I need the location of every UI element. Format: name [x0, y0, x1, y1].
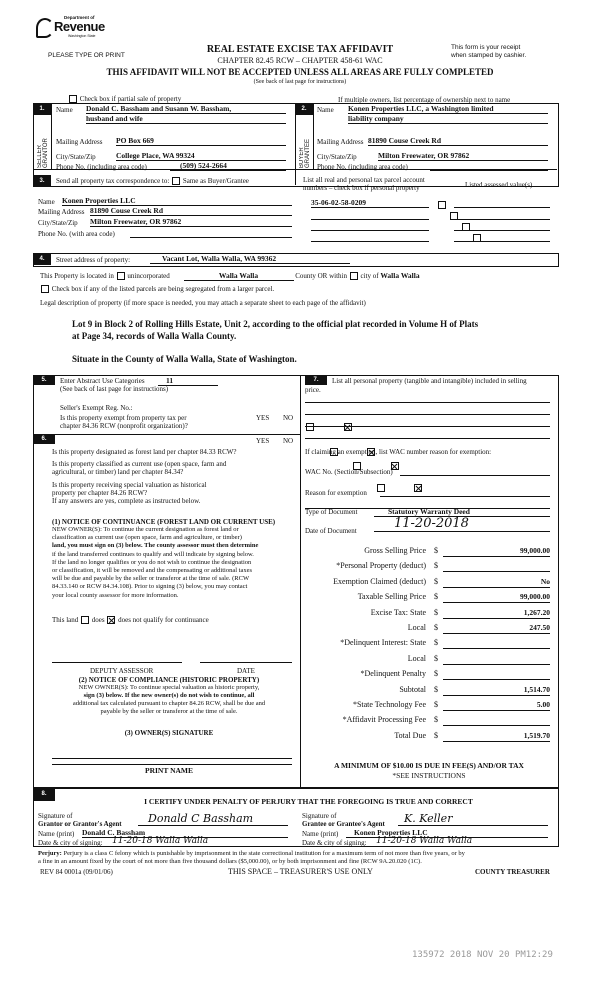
seller-mail-label: Mailing Address [56, 138, 103, 146]
calc-label: Local [407, 623, 426, 632]
grantor-sig-label-1: Signature of [38, 812, 73, 820]
buyer-phone-label: Phone No. (including area code) [317, 163, 408, 171]
county-treasurer-label: COUNTY TREASURER [475, 868, 550, 876]
logo-top: Department of [64, 15, 95, 20]
doc-type-value: Statutory Warranty Deed [374, 507, 550, 517]
section-5-number: 5. [33, 375, 55, 385]
seller-phone: (509) 524-2664 [170, 161, 286, 171]
assessed-1 [454, 198, 550, 208]
print-note: PLEASE TYPE OR PRINT [48, 52, 125, 59]
calc-label: *Affidavit Processing Fee [342, 715, 426, 725]
perjury-line-1 [38, 850, 560, 857]
exempt-reg-label: Seller's Exempt Reg. No.: [60, 404, 133, 412]
grantee-sig-label-2: Grantee or Grantee's Agent [302, 820, 385, 828]
seller-city: College Place, WA 99324 [116, 151, 286, 161]
doc-date-label: Date of Document [305, 527, 357, 535]
abstract-label: Enter Abstract Use Categories [60, 377, 145, 385]
reason-label: Reason for exemption [305, 489, 367, 497]
section-2-number: 2. [295, 103, 313, 115]
city-label: city of [360, 272, 379, 280]
does-not-label: does not qualify for continuance [118, 616, 209, 624]
city-checkbox[interactable] [350, 272, 358, 280]
calc-label: Gross Selling Price [364, 546, 426, 555]
calc-label: *Delinquent Penalty [360, 669, 426, 679]
seller-mail: PO Box 669 [116, 136, 286, 146]
grantor-name-label: Name (print) [38, 830, 75, 838]
calc-value: 5.00 [443, 700, 550, 711]
parcel-1: 35-06-02-58-0209 [311, 198, 429, 208]
historic-q-2: property per chapter 84.26 RCW? [52, 489, 148, 497]
calc-dollar: $ [434, 684, 438, 694]
treasurer-note: THIS SPACE – TREASURER'S USE ONLY [228, 867, 373, 876]
grantee-date-city: 11-20-18 Walla Walla [376, 836, 548, 847]
current-use-q-1: Is this property classified as current use (open space, farm and [52, 460, 227, 468]
historic-q-1: Is this property receiving special valuation as historical [52, 481, 207, 489]
calc-value: 99,000.00 [443, 592, 550, 603]
calc-dollar: $ [434, 592, 438, 602]
perjury-bold: Perjury: [38, 850, 62, 857]
buyer-city: Milton Freewater, OR 97862 [378, 151, 548, 161]
calc-dollar: $ [434, 607, 438, 617]
received-stamp: 135972 2018 NOV 20 PM12:29 [412, 950, 553, 960]
receipt-note-2: when stamped by cashier. [451, 52, 527, 59]
calc-value: 1,519.70 [443, 731, 550, 742]
calc-value [443, 669, 550, 680]
personal-property-label-1: List all personal property (tangible and intangible) included in selling [332, 377, 527, 385]
parcel-3 [311, 221, 429, 231]
segregated-label: Check box if any of the listed parcels are being segregated from a larger parcel. [51, 285, 275, 293]
s5-yes-label: YES [256, 414, 270, 422]
legal-description-1: Lot 9 in Block 2 of Rolling Hills Estate, Unit 2, according to the official plat recorded in Volume H of Plats [72, 319, 479, 329]
buyer-city-label: City/State/Zip [317, 153, 357, 161]
notice-1-line: if the land transferred continues to qualify and will indicate by signing below. [52, 550, 254, 558]
seller-city-label: City/State/Zip [56, 153, 96, 161]
calc-value: 1,514.70 [443, 685, 550, 696]
parcel-2 [311, 210, 429, 220]
calc-label: *Personal Property (deduct) [336, 561, 426, 571]
legal-description-3: Situate in the County of Walla Walla, State of Washington. [72, 354, 297, 364]
calc-value [443, 561, 550, 572]
street-address: Vacant Lot, Walla Walla, WA 99362 [150, 254, 350, 264]
notice-2-line: additional tax calculated pursuant to chapter 84.26 RCW, shall be due and [72, 700, 266, 707]
notice-2-line: payable by the seller or transferor at the time of sale. [100, 708, 238, 715]
notice-2-body [40, 684, 298, 716]
wac-no-label: WAC No. (Section/Subsection) [305, 468, 393, 476]
form-chapter: CHAPTER 82.45 RCW – CHAPTER 458-61 WAC [217, 56, 383, 65]
calc-value [443, 654, 550, 665]
calc-dollar: $ [434, 700, 438, 709]
wac-claim-label: If claiming an exemption, list WAC number reason for exemption: [305, 448, 492, 456]
logo-sub: Washington State [68, 34, 96, 38]
calc-dollar: $ [434, 653, 438, 663]
s3-phone [130, 230, 292, 238]
same-as-buyer-label: Same as Buyer/Grantee [182, 177, 249, 185]
s5-no-label: NO [283, 414, 294, 422]
calc-dollar: $ [434, 669, 438, 679]
calc-dollar: $ [434, 730, 438, 740]
s3-phone-label: Phone No. (with area code) [38, 230, 115, 238]
exempt-q2: chapter 84.36 RCW (nonprofit organization)? [60, 422, 188, 430]
notice-1-line: will be due and payable by the seller or transferor at the time of sale. (RCW [52, 575, 250, 583]
grantee-name: Konen Properties LLC [346, 828, 548, 838]
instructions-note: (See back of last page for instructions) [253, 79, 347, 85]
calc-label: Local [407, 653, 426, 663]
calc-value [443, 638, 550, 649]
historic-yes-checkbox[interactable] [377, 484, 385, 492]
correspondence-label [56, 177, 249, 185]
legal-label: Legal description of property (if more space is needed, you may attach a separate sheet to each page of the affidavit) [40, 299, 366, 307]
buyer-mail-label: Mailing Address [317, 138, 364, 146]
notice-1-line: classification as current use (open space, farm and agriculture, or timber) [52, 534, 242, 542]
parcel-label-1: List all real and personal tax parcel account [303, 176, 425, 184]
s3-city: Milton Freewater, OR 97862 [90, 217, 292, 227]
calc-dollar: $ [434, 623, 438, 632]
section-3-number: 3. [33, 175, 51, 187]
multi-owner-note: If multiple owners, list percentage of ownership next to name [338, 96, 511, 104]
s6-no-label: NO [283, 437, 294, 445]
receipt-note-1: This form is your receipt [451, 44, 521, 51]
minimum-note-2: *SEE INSTRUCTIONS [392, 771, 466, 780]
answers-note: If any answers are yes, complete as instructed below. [52, 497, 201, 505]
same-as-buyer-checkbox[interactable] [172, 177, 180, 185]
calc-value: 247.50 [443, 623, 550, 634]
seller-name-1: Donald C. Bassham and Susann W. Bassham, [86, 104, 286, 114]
calc-value: 1,267.20 [443, 608, 550, 619]
calc-dollar: $ [434, 561, 438, 571]
abstract-value: 11 [158, 376, 218, 386]
buyer-side-label: BUYER GRANTEE [299, 138, 311, 168]
historic-no-checkbox[interactable] [414, 484, 422, 492]
s3-name: Konen Properties LLC [62, 196, 292, 206]
calc-label: Total Due [394, 730, 426, 740]
assessed-label: Listed assessed value(s) [465, 181, 533, 189]
buyer-name-label: Name [317, 106, 334, 114]
calc-value: 99,000.00 [443, 546, 550, 557]
does-qualify-checkbox[interactable] [81, 616, 89, 624]
exempt-q1: Is this property exempt from property tax per [60, 414, 187, 422]
notice-2-line: NEW OWNER(S): To continue special valuation as historic property, [78, 684, 260, 691]
s3-mail-label: Mailing Address [38, 208, 85, 216]
legal-description-2: at Page 34, records of Walla Walla County. [72, 331, 237, 341]
does-not-qualify-checkbox[interactable] [107, 616, 115, 624]
logo-emblem-icon [36, 18, 54, 38]
section-7-number: 7. [305, 375, 327, 385]
buyer-mail: 81890 Couse Creek Rd [368, 136, 548, 146]
unincorporated-checkbox[interactable] [117, 272, 125, 280]
notice-1-line: NEW OWNER(S): To continue the current designation as forest land or [52, 526, 239, 533]
section-1-number: 1. [33, 103, 51, 115]
logo-main: Revenue [54, 19, 105, 34]
form-title: REAL ESTATE EXCISE TAX AFFIDAVIT [206, 44, 394, 55]
deputy-assessor-label: DEPUTY ASSESSOR [90, 667, 154, 675]
parcel-label-2: numbers – check box if personal property [303, 184, 420, 192]
assessed-3 [454, 221, 550, 231]
segregated-checkbox[interactable] [41, 285, 49, 293]
calc-value [443, 715, 550, 726]
doc-type-label: Type of Document [305, 508, 358, 516]
section-6-number: 6. [33, 434, 55, 444]
exempt-no-checkbox[interactable] [344, 423, 352, 431]
notice-2-title: (2) NOTICE OF COMPLIANCE (HISTORIC PROPERTY) [78, 676, 260, 684]
form-warning: THIS AFFIDAVIT WILL NOT BE ACCEPTED UNLESS ALL AREAS ARE FULLY COMPLETED [106, 67, 494, 77]
calc-dollar: $ [434, 715, 438, 725]
seller-name-2: husband and wife [86, 114, 286, 124]
calc-dollar: $ [434, 638, 438, 648]
notice-1-line: or classification, it will be removed and the compensating or additional taxes [52, 567, 252, 575]
minimum-note-1: A MINIMUM OF $10.00 IS DUE IN FEE(S) AND/OR TAX [334, 761, 524, 770]
located-row [40, 271, 560, 281]
current-use-q-2: agricultural, or timber) land per chapter 84.34? [52, 468, 184, 476]
perjury-text-1: Perjury is a class C felony which is punishable by imprisonment in the state correctional institution for a maximum term of not more than five years, or by [61, 850, 465, 857]
calc-label: Taxable Selling Price [357, 592, 426, 602]
notice-1-line: If the land no longer qualifies or you do not wish to continue the designation [52, 558, 252, 566]
dor-logo [36, 15, 105, 45]
unincorporated-label: unincorporated [127, 272, 170, 280]
s3-name-label: Name [38, 198, 55, 206]
grantor-date-label: Date & city of signing: [38, 839, 103, 847]
buyer-name-1: Konen Properties LLC, a Washington limited [348, 104, 548, 114]
form-revision: REV 84 0001a (09/01/06) [40, 868, 113, 876]
county-value: Walla Walla [184, 271, 294, 281]
perjury-line-2: a fine in an amount fixed by the court of not more than five thousand dollars ($5,000.00), or by both imprisonment and fine (RCW 9A.20.020 (1C). [38, 858, 422, 865]
buyer-name-2: liability company [348, 114, 548, 124]
city-value: Walla Walla [380, 271, 420, 280]
abstract-note: (See back of last page for instructions) [60, 385, 169, 393]
correspondence-text: Send all property tax correspondence to: [56, 177, 170, 185]
street-label: Street address of property: [56, 256, 131, 264]
assessed-2 [454, 210, 550, 220]
grantor-signature: Donald C Bassham [138, 812, 288, 826]
notice-1-line: your local county assessor for more information. [52, 591, 179, 599]
grantee-date-label: Date & city of signing: [302, 839, 367, 847]
calc-value: No [443, 577, 550, 588]
assessed-4 [454, 232, 550, 242]
forest-question: Is this property designated as forest land per chapter 84.33 RCW? [52, 448, 237, 456]
grantor-date-city: 11-20-18 Walla Walla [112, 836, 288, 847]
partial-sale-label: Check box if partial sale of property [79, 95, 182, 103]
doc-date-value: 11-20-2018 [374, 516, 550, 532]
segregated-row [40, 285, 274, 293]
notice-1-line: land, you must sign on (3) below. The county assessor must then determine [52, 542, 259, 550]
notice-1-title: (1) NOTICE OF CONTINUANCE (FOREST LAND OR CURRENT USE) [52, 518, 276, 526]
land-label: This land [52, 616, 79, 624]
qualify-row [52, 616, 209, 624]
county-label: County OR within [295, 272, 347, 280]
calc-label: Excise Tax: State [370, 607, 426, 617]
notice-2-line: sign (3) below. If the new owner(s) do not wish to continue, all [83, 692, 255, 699]
print-name-label: PRINT NAME [145, 766, 193, 775]
calc-label: *State Technology Fee [352, 700, 426, 709]
notice-1-body [52, 526, 298, 600]
section-8-number: 8. [33, 787, 55, 801]
s6-yes-label: YES [256, 437, 270, 445]
section-4-number: 4. [33, 253, 51, 265]
grantor-name: Donald C. Bassham [82, 828, 288, 838]
s3-mail: 81890 Couse Creek Rd [90, 206, 292, 216]
calc-label: *Delinquent Interest: State [340, 638, 426, 648]
personal-property-label-2: price. [305, 386, 321, 394]
s3-city-label: City/State/Zip [38, 219, 78, 227]
grantor-sig-label-2: Grantor or Grantor's Agent [38, 820, 122, 828]
date-label: DATE [237, 667, 255, 675]
grantee-signature: K. Keller [398, 812, 548, 826]
does-label: does [91, 616, 105, 624]
owner-signature-title: (3) OWNER(S) SIGNATURE [124, 729, 214, 737]
calc-label: Exemption Claimed (deduct) [333, 576, 426, 586]
calc-dollar: $ [434, 546, 438, 555]
certify-statement: I CERTIFY UNDER PENALTY OF PERJURY THAT THE FOREGOING IS TRUE AND CORRECT [144, 797, 473, 806]
seller-name-label: Name [56, 106, 73, 114]
calc-dollar: $ [434, 576, 438, 586]
parcel-1-checkbox[interactable] [438, 201, 446, 209]
grantee-sig-label-1: Signature of [302, 812, 337, 820]
calc-label: Subtotal [399, 684, 426, 694]
grantee-name-label: Name (print) [302, 830, 339, 838]
exempt-yes-checkbox[interactable] [306, 423, 314, 431]
notice-1-line: 84.33.140 or RCW 84.34.108). Prior to signing (3) below, you may contact [52, 583, 248, 591]
seller-phone-label: Phone No. (including area code) [56, 163, 147, 171]
located-label: This Property is located in [40, 272, 114, 280]
parcel-4 [311, 232, 429, 242]
seller-side-label: SELLER GRANTOR [37, 138, 49, 168]
